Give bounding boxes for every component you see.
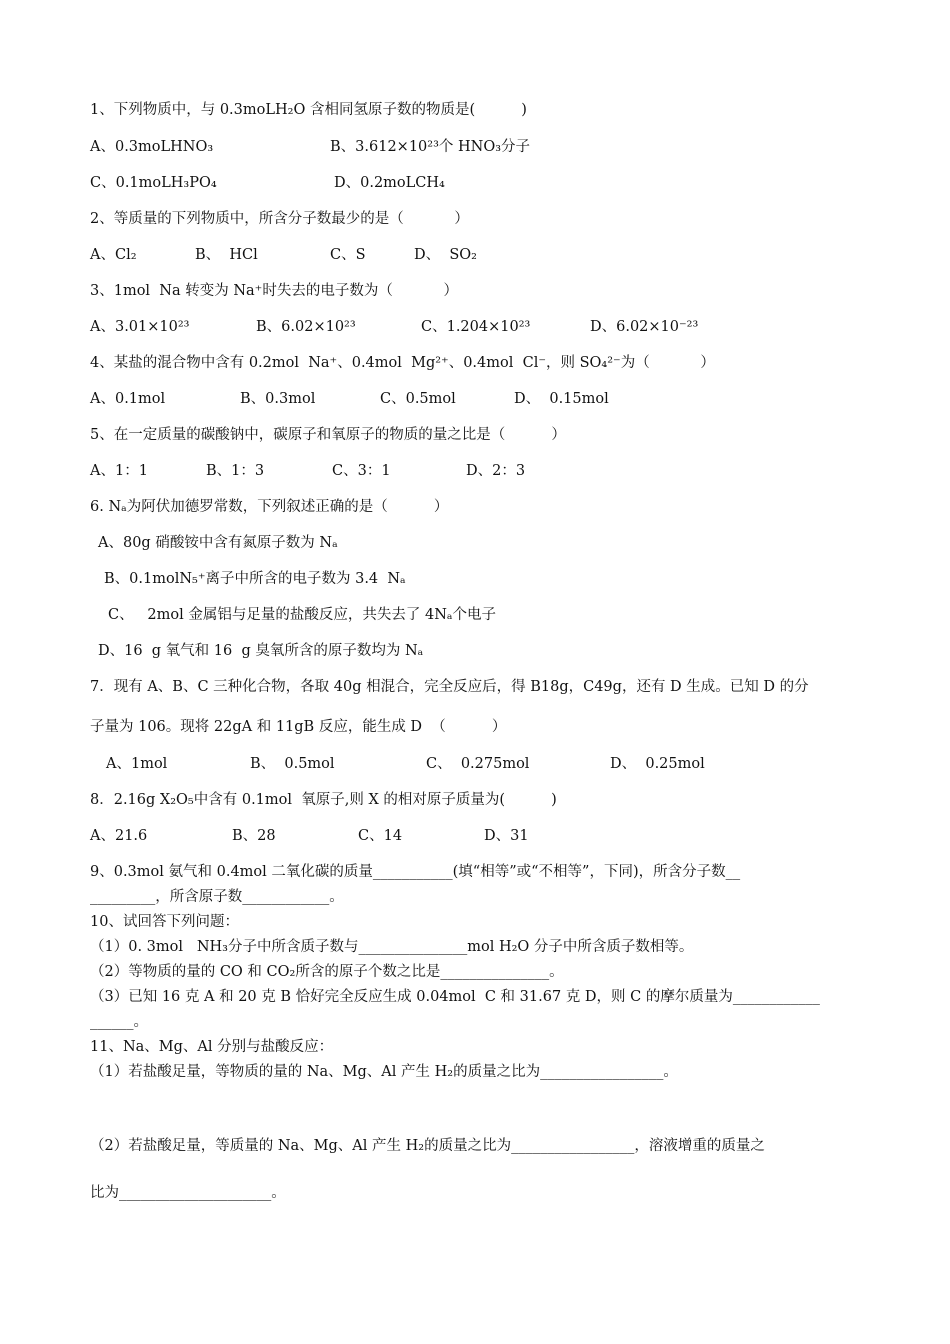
q3-option-c: C、1.204×10²³ [421,319,531,335]
q6-option-a: A、80g 硝酸铵中含有氮原子数为 Nₐ [98,535,338,551]
q5-option-a: A、1：1 [90,463,148,479]
q7-option-d: D、 0.25mol [610,756,705,772]
q3-option-a: A、3.01×10²³ [90,319,190,335]
q6-stem: 6. Nₐ为阿伏加德罗常数，下列叙述正确的是（ ） [90,499,449,515]
q7-line-2: 子量为 106。现将 22gA 和 11gB 反应，能生成 D （ ） [90,719,507,735]
q9-line-1: 9、0.3mol 氨气和 0.4mol 二氧化碳的质量___________(填“相等”或“不相等”，下同)，所含分子数__ [90,864,741,880]
q1-stem: 1、下列物质中，与 0.3moLH₂O 含相同氢原子数的物质是( ) [90,102,527,118]
q11-stem: 11、Na、Mg、Al 分别与盐酸反应： [90,1039,334,1055]
q10-stem: 10、试回答下列问题： [90,914,239,930]
q3-stem: 3、1mol Na 转变为 Na⁺时失去的电子数为（ ） [90,283,459,299]
q2-option-c: C、S [330,247,366,263]
q11-part-2-line-2: 比为_____________________。 [90,1185,286,1201]
q8-option-d: D、31 [484,828,529,844]
q2-option-b: B、 HCl [195,247,258,263]
q6-option-b: B、0.1molN₅⁺离子中所含的电子数为 3.4 Nₐ [104,571,406,587]
q8-option-c: C、14 [358,828,403,844]
q5-option-c: C、3：1 [332,463,391,479]
q8-stem: 8．2.16g X₂O₅中含有 0.1mol 氧原子,则 X 的相对原子质量为( ) [90,792,557,808]
q11-part-1: （1）若盐酸足量，等物质的量的 Na、Mg、Al 产生 H₂的质量之比为_________________。 [90,1064,678,1080]
q1-option-b: B、3.612×10²³个 HNO₃分子 [330,139,531,155]
q7-option-c: C、 0.275mol [426,756,530,772]
q11-part-2-line-1: （2）若盐酸足量，等质量的 Na、Mg、Al 产生 H₂的质量之比为_________________，溶液增重的质量之 [90,1138,765,1154]
q2-option-d: D、 SO₂ [414,247,477,263]
q4-option-b: B、0.3mol [240,391,316,407]
q4-option-a: A、0.1mol [90,391,166,407]
q7-option-a: A、1mol [106,756,168,772]
q8-option-a: A、21.6 [90,828,148,844]
q5-option-d: D、2：3 [466,463,526,479]
q1-option-a: A、0.3moLHNO₃ [90,139,214,155]
q2-stem: 2、等质量的下列物质中，所含分子数最少的是（ ） [90,211,469,227]
q3-option-b: B、6.02×10²³ [256,319,356,335]
q3-option-d: D、6.02×10⁻²³ [590,319,699,335]
q10-part-1: （1）0. 3mol NH₃分子中所含质子数与_______________mol H₂O 分子中所含质子数相等。 [90,939,694,955]
q7-line-1: 7．现有 A、B、C 三种化合物，各取 40g 相混合，完全反应后，得 B18g，C49g，还有 D 生成。已知 D 的分 [90,679,809,695]
q5-option-b: B、1：3 [206,463,265,479]
q4-option-c: C、0.5mol [380,391,456,407]
q1-option-c: C、0.1moLH₃PO₄ [90,175,217,191]
q9-line-2: _________，所含原子数____________。 [90,889,344,905]
q10-part-3-line-1: （3）已知 16 克 A 和 20 克 B 恰好完全反应生成 0.04mol C 和 31.67 克 D，则 C 的摩尔质量为____________ [90,989,820,1005]
q4-option-d: D、 0.15mol [514,391,609,407]
q4-stem: 4、某盐的混合物中含有 0.2mol Na⁺、0.4mol Mg²⁺、0.4mol Cl⁻，则 SO₄²⁻为（ ） [90,355,715,371]
q6-option-c: C、 2mol 金属铝与足量的盐酸反应，共失去了 4Nₐ个电子 [108,607,496,623]
q8-option-b: B、28 [232,828,276,844]
q1-option-d: D、0.2moLCH₄ [334,175,445,191]
q5-stem: 5、在一定质量的碳酸钠中，碳原子和氧原子的物质的量之比是（ ） [90,427,566,443]
q10-part-3-line-2: ______。 [90,1014,148,1030]
q7-option-b: B、 0.5mol [250,756,335,772]
q2-option-a: A、Cl₂ [90,247,137,263]
q6-option-d: D、16 g 氧气和 16 g 臭氧所含的原子数均为 Nₐ [98,643,424,659]
q10-part-2: （2）等物质的量的 CO 和 CO₂所含的原子个数之比是_______________。 [90,964,564,980]
